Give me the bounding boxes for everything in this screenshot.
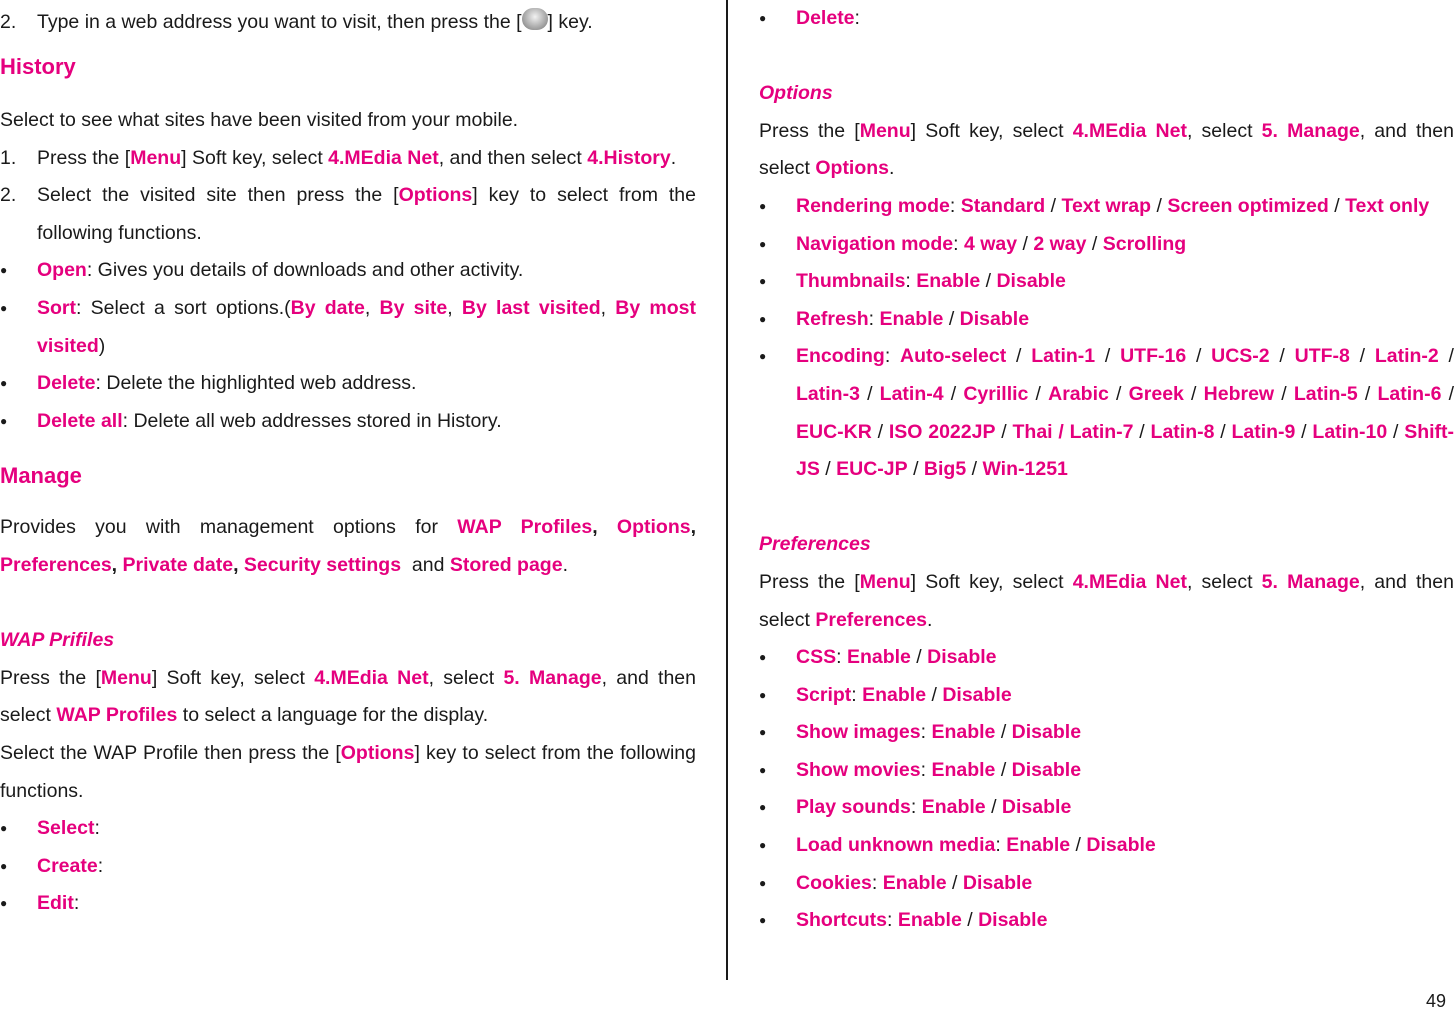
list-item-delete: ● Delete: xyxy=(759,0,1454,38)
preferences-instructions: Press the [Menu] Soft key, select 4.MEdia Net, select 5. Manage, and then select Preferences. xyxy=(759,570,1454,631)
bullet-icon: ● xyxy=(0,376,8,391)
bullet-icon: ● xyxy=(0,413,8,428)
option-value: 2 way xyxy=(1033,232,1087,255)
bullet-icon: ● xyxy=(0,821,8,836)
option-value: Cyrillic xyxy=(963,382,1029,405)
bullet-icon: ● xyxy=(759,274,767,289)
option-value: Text only xyxy=(1345,194,1430,217)
bullet-icon: ● xyxy=(0,300,8,315)
option-value: EUC-KR xyxy=(796,420,872,443)
step-text: Type in a web address you want to visit, then press the [ xyxy=(37,11,522,33)
list-item-preference: ● Cookies: Enable / Disable xyxy=(759,865,1454,903)
option-value: Latin-4 xyxy=(879,382,944,405)
option-value: EUC-JP xyxy=(836,458,908,481)
ok-key-icon xyxy=(522,8,548,30)
right-column xyxy=(759,0,1454,940)
bullet-icon: ● xyxy=(759,11,767,25)
option-value: Big5 xyxy=(923,458,967,481)
option-value: UTF-8 xyxy=(1294,345,1350,368)
option-value: ISO 2022JP xyxy=(888,420,996,443)
list-item-preference: ● Script: Enable / Disable xyxy=(759,677,1454,715)
step-number: 2. xyxy=(0,11,17,33)
option-value: Latin-9 xyxy=(1231,420,1296,443)
wap-instructions: Press the [Menu] Soft key, select 4.MEdia Net, select 5. Manage, and then select WAP Profiles to select a language for the display. xyxy=(0,666,696,727)
step-number: 1. xyxy=(0,146,17,169)
list-item-select: ● Select: xyxy=(0,810,696,848)
bullet-icon: ● xyxy=(759,349,767,364)
option-value: 4 way xyxy=(963,232,1018,255)
option-value: UTF-16 xyxy=(1120,345,1187,368)
section-title-history: History xyxy=(0,54,76,79)
option-value: Screen optimized xyxy=(1167,194,1329,217)
option-value: Latin-2 xyxy=(1374,345,1439,368)
option-value: Thai / Latin-7 xyxy=(1012,420,1134,443)
encoding-options: Auto-select / Latin-1 / UTF-16 / UCS-2 / UTF-8 / Latin-2 / Latin-3 / Latin-4 / Cyrillic / Arabic / Greek / Hebrew / Latin-5 / Latin-6 / EUC-KR / ISO 2022JP / Thai / Latin-7 / Latin-8 / Latin-9 / Latin-10 / Shift-JS / EUC-JP / Big5 / Win-1251 xyxy=(796,345,1454,481)
option-value: Latin-10 xyxy=(1312,420,1388,443)
option-value: Latin-5 xyxy=(1293,382,1358,405)
bullet-icon: ● xyxy=(759,236,767,251)
option-value: Latin-1 xyxy=(1031,345,1096,368)
list-item-delete: ● Delete: Delete the highlighted web address. xyxy=(0,365,696,403)
list-item-encoding: ● Encoding: Auto-select / Latin-1 / UTF-16 / UCS-2 / UTF-8 / Latin-2 / Latin-3 / Latin-4 / Cyrillic / Arabic / Greek / Hebrew / Latin-5 / Latin-6 / EUC-KR / ISO 2022JP / Thai / Latin-7 / Latin-8 / Latin-9 / Latin-10 / Shift-JS / EUC-JP / Big5 / Win-1251 xyxy=(759,338,1454,488)
history-ref: 4.History xyxy=(587,146,671,169)
option-value: Latin-3 xyxy=(796,382,860,405)
preferences-list xyxy=(759,639,1454,940)
option-value: Standard xyxy=(960,194,1046,217)
section-title-wap-profiles: WAP Prifiles xyxy=(0,629,115,652)
section-title-preferences: Preferences xyxy=(759,533,871,556)
option-value: Text wrap xyxy=(1061,194,1152,217)
option-value: Greek xyxy=(1128,382,1184,405)
list-item-create: ● Create: xyxy=(0,848,696,886)
list-item-refresh: ● Refresh: Enable / Disable xyxy=(759,301,1454,339)
history-step-1: 1. Press the [Menu] Soft key, select 4.MEdia Net, and then select 4.History. xyxy=(0,140,696,178)
left-column xyxy=(0,0,696,923)
bullet-icon: ● xyxy=(759,725,767,740)
list-item-preference: ● CSS: Enable / Disable xyxy=(759,639,1454,677)
option-value: Hebrew xyxy=(1203,382,1275,405)
step-number: 2. xyxy=(0,184,17,207)
page-number: 49 xyxy=(1425,991,1446,1011)
section-title-manage: Manage xyxy=(0,463,82,489)
step-text-end: ] key. xyxy=(547,11,593,33)
section-title-options: Options xyxy=(759,82,833,105)
list-item-preference: ● Show movies: Enable / Disable xyxy=(759,752,1454,790)
list-item-edit: ● Edit: xyxy=(0,885,696,923)
history-step-2: 2. Select the visited site then press the [Options] key to select from the following functions. xyxy=(0,177,696,252)
bullet-icon: ● xyxy=(0,896,8,911)
option-value: Latin-6 xyxy=(1377,382,1442,405)
option-value: Latin-8 xyxy=(1150,420,1215,443)
option-value: UCS-2 xyxy=(1211,345,1270,368)
bullet-icon: ● xyxy=(759,913,767,928)
list-item-sort: ● Sort: Select a sort options.(By date, By site, By last visited, By most visited) xyxy=(0,290,696,365)
bullet-icon: ● xyxy=(759,650,767,665)
list-item-preference: ● Play sounds: Enable / Disable xyxy=(759,789,1454,827)
menu-key-ref: Menu xyxy=(130,146,182,169)
options-instructions: Press the [Menu] Soft key, select 4.MEdia Net, select 5. Manage, and then select Options. xyxy=(759,119,1454,180)
bullet-icon: ● xyxy=(759,311,767,326)
option-value: Win-1251 xyxy=(982,458,1068,481)
option-value: Scrolling xyxy=(1102,232,1187,255)
list-item-thumbnails: ● Thumbnails: Enable / Disable xyxy=(759,263,1454,301)
step-2-address xyxy=(0,4,696,41)
bullet-icon: ● xyxy=(0,858,8,873)
column-divider xyxy=(726,0,728,980)
bullet-icon: ● xyxy=(759,838,767,853)
bullet-icon: ● xyxy=(759,687,767,702)
bullet-icon: ● xyxy=(759,762,767,777)
option-value: Shift-JS xyxy=(796,420,1454,481)
list-item-rendering-mode: ● Rendering mode: Standard / Text wrap / Screen optimized / Text only xyxy=(759,188,1454,226)
bullet-icon: ● xyxy=(0,263,8,278)
bullet-icon: ● xyxy=(759,198,767,213)
list-item-preference: ● Shortcuts: Enable / Disable xyxy=(759,902,1454,940)
option-value: Auto-select xyxy=(900,345,1007,368)
wap-select-instructions: Select the WAP Profile then press the [Options] key to select from the following functions. xyxy=(0,741,696,802)
list-item-preference: ● Load unknown media: Enable / Disable xyxy=(759,827,1454,865)
list-item-delete-all: ● Delete all: Delete all web addresses stored in History. xyxy=(0,403,696,441)
navigation-options: 4 way / 2 way / Scrolling xyxy=(963,232,1187,255)
list-item-navigation-mode: ● Navigation mode: 4 way / 2 way / Scrolling xyxy=(759,226,1454,264)
rendering-options: Standard / Text wrap / Screen optimized / Text only xyxy=(960,194,1430,217)
list-item-preference: ● Show images: Enable / Disable xyxy=(759,714,1454,752)
media-net-ref: 4.MEdia Net xyxy=(328,146,439,169)
option-value: Arabic xyxy=(1048,382,1109,405)
history-intro: Select to see what sites have been visited from your mobile. xyxy=(0,109,519,131)
options-key-ref: Options xyxy=(398,184,473,207)
manage-intro: Provides you with management options for WAP Profiles, Options, Preferences, Private date, Security settings and Stored page. xyxy=(0,516,697,576)
list-item-open: ● Open: Gives you details of downloads and other activity. xyxy=(0,252,696,290)
bullet-icon: ● xyxy=(759,875,767,890)
bullet-icon: ● xyxy=(759,800,767,815)
